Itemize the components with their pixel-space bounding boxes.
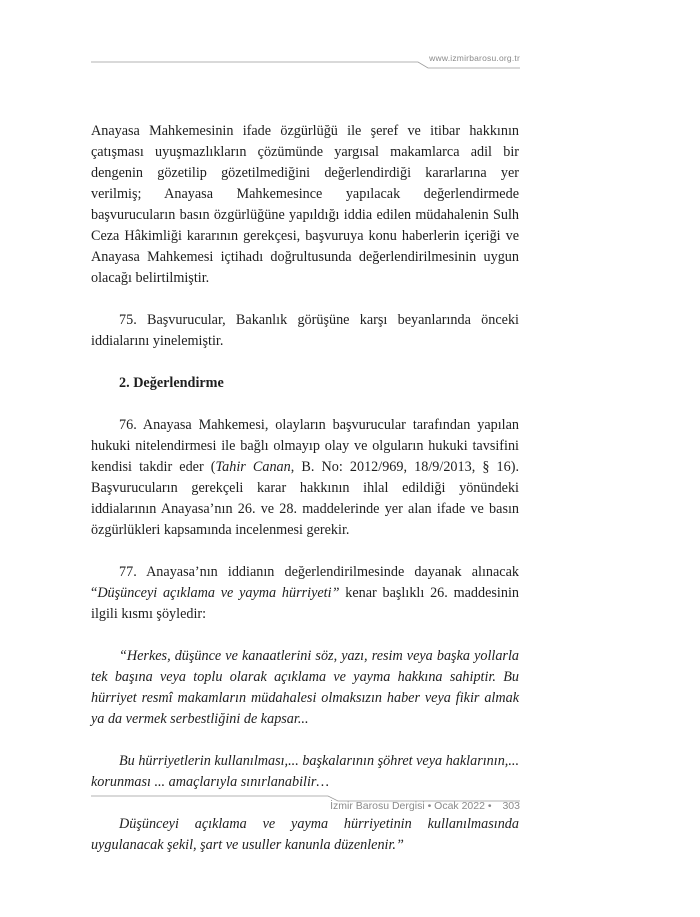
paragraph-76-part-a: 76. Anayasa Mahkemesi, olayların başvurucular tarafından yapılan hukuki nitelendirmesi ile bağlı olmayıp olay ve olguların hukuki tavsifini kendisi takdir eder ( — [91, 417, 519, 475]
quote-2: Bu hürriyetlerin kullanılması,... başkalarının şöhret veya haklarının,... korunması ... amaçlarıyla sınırlanabilir… — [91, 753, 519, 790]
header-url: www.izmirbarosu.org.tr — [429, 53, 520, 63]
article-title: Düşünceyi açıklama ve yayma hürriyeti” — [97, 585, 340, 601]
page-number: 303 — [502, 800, 520, 812]
footer-journal: İzmir Barosu Dergisi • Ocak 2022 • — [330, 800, 492, 812]
paragraph-76 — [91, 415, 519, 541]
case-name: Tahir Canan — [215, 459, 291, 475]
paragraph-77-part-a: 77. Anayasa’nın iddianın değerlendirilmesinde dayanak alınacak “ — [91, 564, 519, 601]
quote-3: Düşünceyi açıklama ve yayma hürriyetinin kullanılmasında uygulanacak şekil, şart ve usuller kanunla düzenlenir.” — [91, 816, 519, 853]
paragraph-75: 75. Başvurucular, Bakanlık görüşüne karşı beyanlarında önceki iddialarını yinelemiştir. — [91, 312, 519, 349]
section-heading: 2. Değerlendirme — [119, 375, 224, 391]
paragraph-77 — [91, 562, 519, 625]
footer — [300, 800, 520, 812]
page-body — [91, 121, 519, 856]
quote-1: “Herkes, düşünce ve kanaatlerini söz, yazı, resim veya başka yollarla tek başına veya toplu olarak açıklama ve yayma hakkına sahiptir. Bu hürriyet resmî makamların müdahalesi olmaksızın haber veya fikir almak ya da vermek serbestliğini de kapsar... — [91, 648, 519, 727]
paragraph-76-part-b: , B. No: 2012/969, 18/9/2013, § 16). Başvurucuların gerekçeli karar hakkının ihlal edildiği yönündeki iddialarının Anayasa’nın 26. ve 28. maddelerinde yer alan ifade ve basın özgürlükleri kapsamında incelenmesi gerekir. — [91, 459, 520, 538]
paragraph-77-part-b: kenar başlıklı 26. maddesinin ilgili kısmı şöyledir: — [91, 585, 519, 622]
paragraph-intro: Anayasa Mahkemesinin ifade özgürlüğü ile şeref ve itibar hakkının çatışması uyuşmazlıkların çözümünde yargısal makamlarca adil bir dengenin gözetilip gözetilmediğini değerlendirdiği kararlarına yer verilmiş; Anayasa Mahkemesince yapılacak değerlendirmede başvurucuların basın özgürlüğüne yapıldığı iddia edilen müdahalenin Sulh Ceza Hâkimliği kararının gerekçesi, başvuruya konu haberlerin içeriği ve Anayasa Mahkemesi içtihadı doğrultusunda değerlendirilmesinin uygun olacağı belirtilmiştir. — [91, 123, 519, 286]
